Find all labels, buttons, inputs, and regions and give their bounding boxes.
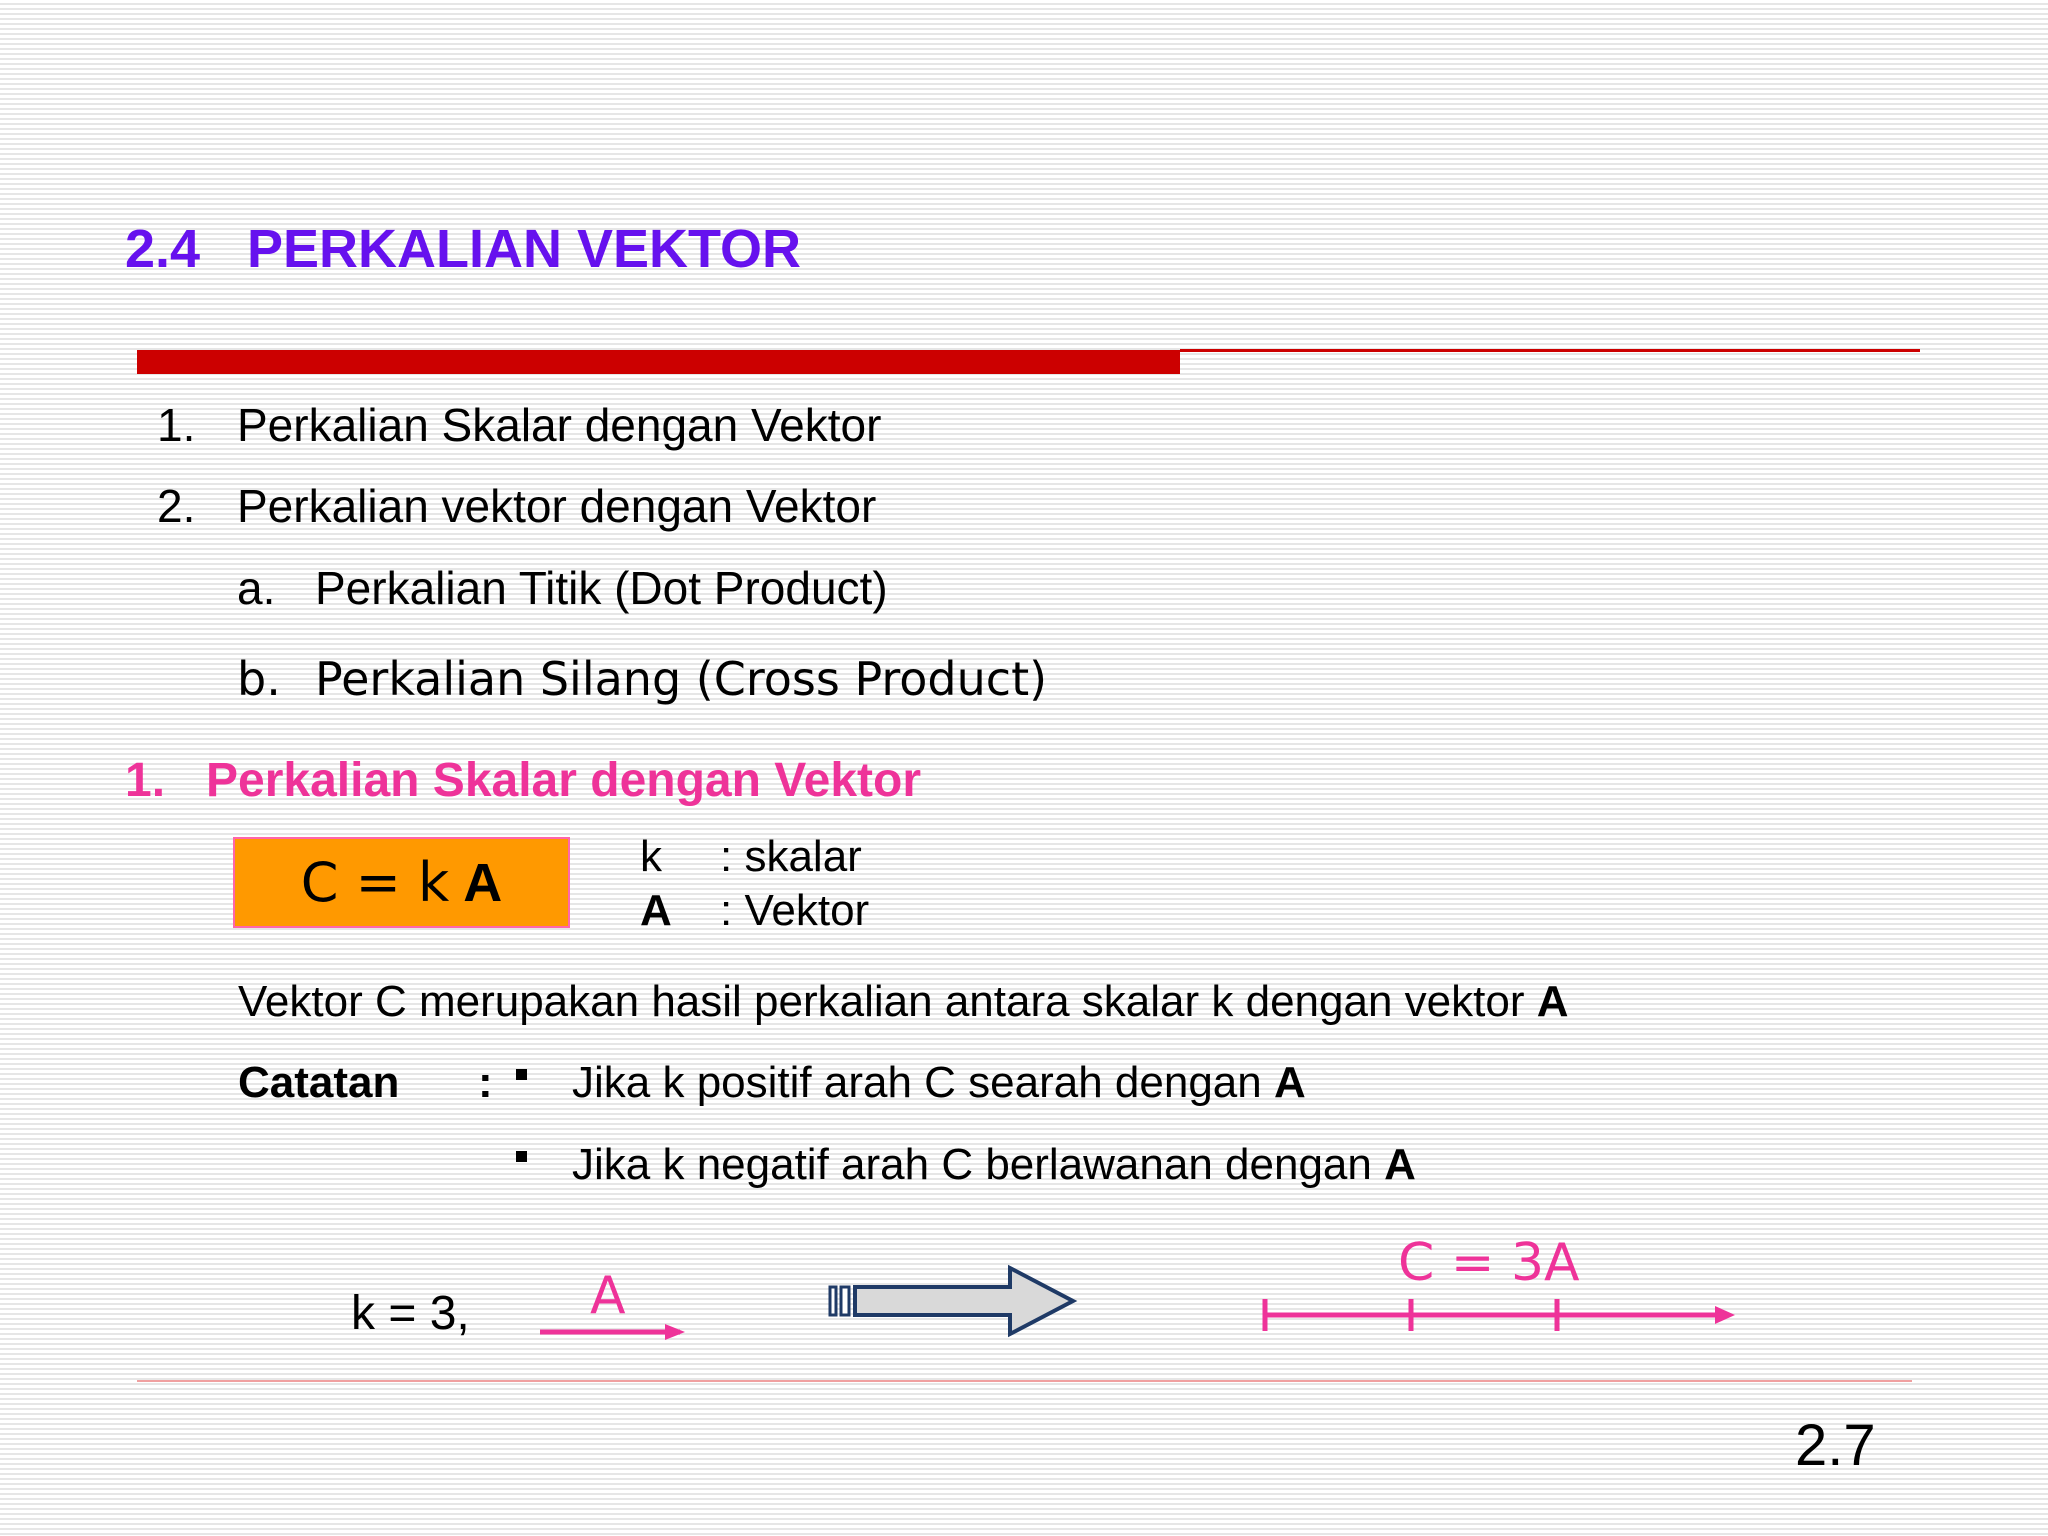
note-bullet-2 <box>572 1140 1416 1190</box>
section-number: 1. <box>125 754 166 807</box>
formula-box <box>233 837 570 928</box>
outline-item-1 <box>157 398 881 452</box>
outline-item-2-number: 2. <box>157 480 196 532</box>
example-result-label: C = 3A <box>1398 1233 1580 1293</box>
outline-subitem-b <box>237 652 1047 706</box>
section-heading <box>125 753 921 808</box>
note-bullet-2-bold: A <box>1384 1140 1416 1189</box>
definition-scalar-symbol: k <box>640 832 662 881</box>
outline-item-2-text: Perkalian vektor dengan Vektor <box>237 480 877 532</box>
title-number: 2.4 <box>125 219 201 279</box>
slide-title <box>125 218 801 280</box>
title-text: PERKALIAN VEKTOR <box>247 219 802 279</box>
description-bold: A <box>1536 977 1569 1026</box>
notes-colon: : <box>478 1058 493 1107</box>
definition-scalar <box>640 832 862 882</box>
bullet-marker-1 <box>516 1069 527 1080</box>
example-vector-label: A <box>590 1266 626 1326</box>
outline-subitem-b-text: Perkalian Silang (Cross Product) <box>315 652 1048 706</box>
definition-vector-desc: : Vektor <box>720 886 870 935</box>
title-underline-thick <box>137 350 1180 374</box>
description-body: Vektor C merupakan hasil perkalian antara skalar k dengan vektor <box>238 977 1537 1026</box>
notes-label: Catatan <box>238 1058 400 1107</box>
definition-scalar-desc: : skalar <box>720 832 862 881</box>
section-text: Perkalian Skalar dengan Vektor <box>206 754 922 807</box>
note-bullet-2-text: Jika k negatif arah C berlawanan dengan <box>572 1140 1385 1189</box>
bullet-marker-2 <box>516 1151 527 1162</box>
note-bullet-1 <box>572 1058 1306 1108</box>
note-bullet-1-bold: A <box>1273 1058 1306 1107</box>
footer-divider <box>137 1380 1912 1382</box>
definition-vector <box>640 886 869 936</box>
outline-item-1-text: Perkalian Skalar dengan Vektor <box>237 399 882 451</box>
vector-a-arrow <box>530 1315 700 1345</box>
outline-subitem-a <box>237 561 888 615</box>
outline-subitem-a-text: Perkalian Titik (Dot Product) <box>315 562 888 614</box>
definition-vector-symbol: A <box>640 886 672 935</box>
outline-item-2 <box>157 479 876 533</box>
implies-block-arrow <box>825 1262 1080 1338</box>
outline-subitem-b-letter: b. <box>237 652 281 706</box>
example-k-label: k = 3, <box>351 1287 470 1340</box>
note-bullet-1-text: Jika k positif arah C searah dengan <box>572 1058 1274 1107</box>
formula-vector: A <box>463 852 503 913</box>
vector-c-arrow <box>1255 1295 1755 1335</box>
description-text <box>238 977 1569 1027</box>
outline-item-1-number: 1. <box>157 399 196 451</box>
title-underline-thin <box>1180 349 1920 352</box>
outline-subitem-a-letter: a. <box>237 562 276 614</box>
formula-lhs: C = k <box>300 851 450 914</box>
page-number: 2.7 <box>1795 1413 1876 1478</box>
